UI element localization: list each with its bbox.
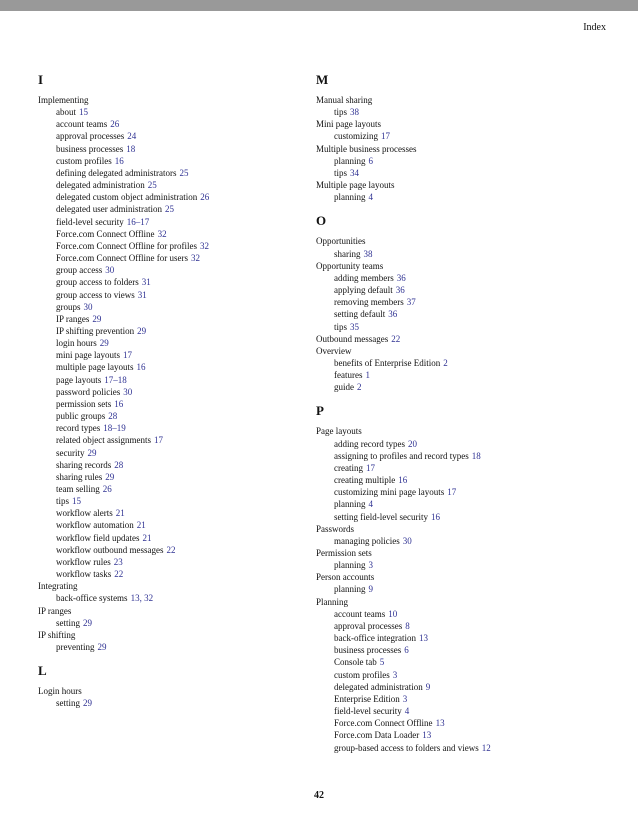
- entry-term: Manual sharing: [316, 95, 373, 105]
- index-subentry: [316, 155, 616, 167]
- subentry-term: applying default: [334, 285, 393, 296]
- subentry-term: field-level security: [56, 216, 124, 227]
- subentry-term: setting: [56, 617, 80, 628]
- index-entry: [316, 94, 616, 106]
- page-link[interactable]: 25: [179, 167, 189, 178]
- subentry-term: multiple page layouts: [56, 362, 134, 373]
- index-subentry: [38, 276, 300, 288]
- subentry-term: Enterprise Edition: [334, 693, 400, 704]
- subentry-term: Force.com Connect Offline: [334, 718, 433, 729]
- entry-term: Login hours: [38, 686, 82, 697]
- page-link[interactable]: 15: [79, 107, 88, 118]
- subentry-term: workflow automation: [56, 520, 134, 531]
- index-entry: [38, 629, 300, 641]
- subentry-term: planning: [334, 584, 366, 595]
- page-link[interactable]: 2: [443, 357, 448, 368]
- index-subentry: [316, 284, 616, 296]
- index-entry: [38, 605, 300, 617]
- index-section: [316, 212, 616, 393]
- section-letter: O: [316, 213, 327, 229]
- page-link[interactable]: 17: [123, 350, 132, 361]
- index-entry: [316, 260, 616, 272]
- index-entry: [316, 143, 616, 155]
- subentry-term: security: [56, 447, 85, 458]
- page-link[interactable]: 9: [368, 584, 373, 595]
- index-entry: [316, 547, 616, 559]
- subentry-term: field-level security: [334, 706, 402, 717]
- subentry-term: customizing mini page layouts: [334, 487, 445, 498]
- index-subentry: [38, 179, 300, 191]
- index-entry: [316, 523, 616, 535]
- subentry-term: creating multiple: [334, 475, 396, 486]
- index-subentry: [316, 669, 616, 681]
- page-link[interactable]: 29: [87, 447, 97, 458]
- index-entry: [38, 685, 300, 697]
- page-number: 42: [314, 790, 324, 801]
- index-subentry: [316, 438, 616, 450]
- index-subentry: [38, 313, 300, 325]
- page-link[interactable]: 30: [402, 535, 412, 546]
- index-entry: [316, 596, 616, 608]
- page-link[interactable]: 32: [200, 240, 210, 251]
- page-link[interactable]: 17–18: [104, 374, 127, 385]
- index-subentry: [38, 422, 300, 434]
- entry-term: Permission sets: [316, 548, 372, 558]
- subentry-term: assigning to profiles and record types: [334, 450, 469, 461]
- page-link[interactable]: 4: [368, 192, 373, 203]
- subentry-term: planning: [334, 192, 366, 203]
- index-entry: [316, 425, 616, 437]
- subentry-term: managing policies: [334, 535, 400, 546]
- page-link[interactable]: 21: [115, 508, 125, 519]
- page-link[interactable]: 6: [404, 645, 409, 656]
- subentry-term: password policies: [56, 386, 121, 397]
- subentry-term: tips: [56, 496, 70, 507]
- index-subentry: [316, 693, 616, 705]
- index-subentry: [316, 381, 616, 393]
- page-link[interactable]: 3: [402, 693, 408, 704]
- index-subentry: [316, 106, 616, 118]
- page-link[interactable]: 30: [123, 386, 133, 397]
- subentry-term: delegated user administration: [56, 204, 162, 215]
- page-link[interactable]: 17: [365, 462, 375, 473]
- subentry-term: business processes: [334, 645, 402, 656]
- index-subentry: [38, 337, 300, 349]
- index-subentry: [38, 592, 300, 604]
- subentry-term: preventing: [56, 642, 95, 653]
- index-column-right: [316, 71, 616, 754]
- page-link[interactable]: 26: [110, 119, 120, 130]
- top-rule-bar: [0, 0, 638, 11]
- index-subentry: [316, 130, 616, 142]
- index-subentry: [316, 559, 616, 571]
- page-link[interactable]: 16: [114, 398, 124, 409]
- index-subentry: [38, 130, 300, 142]
- page-link[interactable]: 29: [105, 471, 115, 482]
- running-head: Index: [583, 22, 606, 33]
- section-letter: L: [38, 663, 47, 679]
- page-link[interactable]: 26: [102, 484, 112, 494]
- subentry-term: group access to folders: [56, 277, 139, 288]
- index-subentry: [38, 447, 300, 459]
- page-link[interactable]: 4: [404, 706, 410, 717]
- subentry-term: group access: [56, 265, 103, 276]
- subentry-term: groups: [56, 301, 81, 312]
- page-link[interactable]: 29: [83, 698, 92, 709]
- index-subentry: [316, 729, 616, 741]
- index-subentry: [38, 483, 300, 495]
- subentry-term: creating: [334, 462, 363, 473]
- subentry-term: Force.com Connect Offline for users: [56, 253, 189, 264]
- subentry-term: workflow tasks: [56, 569, 112, 580]
- index-subentry: [316, 742, 616, 754]
- index-subentry: [38, 434, 300, 446]
- entry-term: Mini page layouts: [316, 119, 381, 130]
- subentry-term: Force.com Connect Offline: [56, 228, 155, 239]
- page-link[interactable]: 29: [137, 325, 147, 336]
- subentry-term: about: [56, 107, 76, 118]
- subentry-term: group access to views: [56, 289, 135, 300]
- index-subentry: [38, 471, 300, 483]
- page-link[interactable]: 21: [142, 532, 152, 543]
- subentry-term: delegated custom object administration: [56, 192, 198, 203]
- index-subentry: [38, 155, 300, 167]
- index-subentry: [38, 203, 300, 215]
- page-link[interactable]: 9: [425, 681, 431, 692]
- page-link[interactable]: 13, 32: [130, 593, 154, 604]
- page-link[interactable]: 17: [153, 435, 163, 446]
- subentry-term: customizing: [334, 131, 378, 142]
- page-link[interactable]: 10: [388, 608, 398, 619]
- subentry-term: features: [334, 370, 363, 381]
- index-subentry: [316, 511, 616, 523]
- page-link[interactable]: 34: [350, 167, 360, 178]
- index-subentry: [38, 289, 300, 301]
- subentry-term: workflow field updates: [56, 532, 140, 543]
- page-link[interactable]: 35: [350, 321, 360, 332]
- subentry-term: defining delegated administrators: [56, 167, 177, 178]
- index-subentry: [38, 167, 300, 179]
- page-link[interactable]: 18: [471, 450, 481, 461]
- index-subentry: [316, 248, 616, 260]
- entry-term: IP ranges: [38, 605, 72, 616]
- page-link[interactable]: 21: [136, 520, 146, 531]
- index-subentry: [38, 118, 300, 130]
- index-section: [316, 402, 616, 753]
- index-subentry: [316, 357, 616, 369]
- index-subentry: [38, 361, 300, 373]
- subentry-term: approval processes: [334, 620, 403, 631]
- index-entry: [316, 571, 616, 583]
- page-link[interactable]: 36: [388, 309, 398, 320]
- subentry-term: tips: [334, 321, 348, 332]
- subentry-term: guide: [334, 382, 354, 393]
- page-link[interactable]: 31: [141, 277, 151, 288]
- index-subentry: [316, 608, 616, 620]
- entry-term: Planning: [316, 596, 349, 607]
- subentry-term: workflow rules: [56, 556, 111, 567]
- index-subentry: [316, 681, 616, 693]
- page-link[interactable]: 4: [368, 499, 373, 510]
- subentry-term: removing members: [334, 297, 404, 308]
- page-link[interactable]: 31: [137, 289, 147, 300]
- subentry-term: group-based access to folders and views: [334, 742, 479, 753]
- page-link[interactable]: 18–19: [103, 423, 126, 434]
- page-link[interactable]: 13: [435, 718, 445, 729]
- page-link[interactable]: 8: [405, 620, 410, 631]
- index-subentry: [316, 450, 616, 462]
- index-subentry: [38, 398, 300, 410]
- index-subentry: [38, 459, 300, 471]
- subentry-term: tips: [334, 167, 348, 178]
- index-subentry: [38, 301, 300, 313]
- page-link[interactable]: 29: [92, 313, 102, 324]
- subentry-term: workflow alerts: [56, 508, 113, 519]
- index-subentry: [316, 632, 616, 644]
- page-link[interactable]: 29: [97, 642, 107, 653]
- page-link[interactable]: 22: [114, 569, 124, 580]
- entry-term: Person accounts: [316, 572, 375, 583]
- subentry-term: business processes: [56, 143, 124, 154]
- index-entry: [316, 235, 616, 247]
- page-link[interactable]: 6: [368, 155, 373, 166]
- index-subentry: [316, 167, 616, 179]
- index-subentry: [38, 568, 300, 580]
- page-link[interactable]: 12: [481, 742, 491, 753]
- index-entry: [316, 179, 616, 191]
- index-subentry: [316, 717, 616, 729]
- page-link[interactable]: 24: [127, 131, 137, 142]
- entry-term: Opportunities: [316, 236, 366, 247]
- subentry-term: back-office integration: [334, 633, 417, 644]
- subentry-term: sharing: [334, 248, 361, 259]
- subentry-term: setting field-level security: [334, 511, 428, 522]
- subentry-term: planning: [334, 560, 366, 571]
- subentry-term: login hours: [56, 338, 97, 349]
- index-entry: [316, 118, 616, 130]
- page-link[interactable]: 28: [114, 459, 124, 470]
- subentry-term: Console tab: [334, 657, 377, 668]
- index-subentry: [316, 486, 616, 498]
- index-subentry: [38, 617, 300, 629]
- entry-term: Implementing: [38, 95, 89, 105]
- index-subentry: [38, 495, 300, 507]
- index-subentry: [38, 519, 300, 531]
- subentry-term: account teams: [334, 608, 386, 619]
- index-subentry: [316, 191, 616, 203]
- subentry-term: back-office systems: [56, 593, 128, 604]
- index-subentry: [38, 410, 300, 422]
- subentry-term: mini page layouts: [56, 350, 120, 361]
- page-link[interactable]: 5: [379, 657, 385, 668]
- page-link[interactable]: 32: [191, 253, 201, 264]
- entry-term: Overview: [316, 345, 352, 356]
- subentry-term: planning: [334, 155, 366, 166]
- index-entry: [38, 580, 300, 592]
- page-link[interactable]: 16: [136, 362, 146, 373]
- subentry-term: team selling: [56, 484, 100, 494]
- index-subentry: [38, 216, 300, 228]
- subentry-term: sharing rules: [56, 471, 103, 482]
- index-section: [38, 662, 300, 709]
- index-subentry: [38, 374, 300, 386]
- index-section: [316, 71, 616, 203]
- page-link[interactable]: 23: [113, 556, 123, 567]
- index-subentry: [316, 535, 616, 547]
- index-subentry: [316, 296, 616, 308]
- page-link[interactable]: 30: [83, 301, 93, 312]
- index-subentry: [38, 143, 300, 155]
- index-subentry: [316, 272, 616, 284]
- index-subentry: [316, 498, 616, 510]
- subentry-term: workflow outbound messages: [56, 544, 164, 555]
- index-subentry: [316, 656, 616, 668]
- page-link[interactable]: 13: [419, 633, 429, 644]
- index-subentry: [38, 532, 300, 544]
- page-link[interactable]: 36: [395, 285, 405, 296]
- subentry-term: account teams: [56, 119, 108, 130]
- entry-term: Page layouts: [316, 426, 362, 437]
- section-letter: P: [316, 403, 324, 419]
- page-link[interactable]: 29: [99, 338, 109, 349]
- subentry-term: adding members: [334, 272, 394, 283]
- subentry-term: page layouts: [56, 374, 102, 385]
- page-link[interactable]: 16: [114, 155, 124, 166]
- index-subentry: [38, 240, 300, 252]
- entry-term: Passwords: [316, 523, 355, 534]
- index-entry: [316, 345, 616, 357]
- index-subentry: [316, 620, 616, 632]
- index-subentry: [316, 583, 616, 595]
- page-link[interactable]: 29: [83, 617, 92, 628]
- section-letter: I: [38, 72, 44, 87]
- index-subentry: [38, 264, 300, 276]
- section-letter: M: [316, 72, 329, 87]
- page-link[interactable]: 26: [200, 192, 210, 203]
- index-entry: [316, 333, 616, 345]
- page-link[interactable]: 15: [72, 496, 82, 507]
- page-link[interactable]: 2: [357, 382, 362, 393]
- page-link[interactable]: 16: [430, 511, 440, 522]
- entry-term: IP shifting: [38, 629, 76, 640]
- page-link[interactable]: 32: [157, 228, 167, 239]
- page-link[interactable]: 38: [350, 107, 360, 118]
- subentry-term: setting default: [334, 309, 386, 320]
- index-subentry: [38, 106, 300, 118]
- subentry-term: permission sets: [56, 398, 112, 409]
- index-subentry: [316, 705, 616, 717]
- page-link[interactable]: 38: [363, 248, 373, 259]
- subentry-term: custom profiles: [334, 669, 390, 680]
- subentry-term: IP shifting prevention: [56, 325, 135, 336]
- index-subentry: [38, 641, 300, 653]
- subentry-term: related object assignments: [56, 435, 151, 446]
- page-link[interactable]: 22: [391, 333, 401, 344]
- subentry-term: record types: [56, 423, 101, 434]
- index-subentry: [38, 325, 300, 337]
- subentry-term: tips: [334, 107, 348, 118]
- entry-term: Multiple page layouts: [316, 180, 395, 191]
- index-subentry: [38, 191, 300, 203]
- subentry-term: delegated administration: [56, 180, 145, 191]
- subentry-term: custom profiles: [56, 155, 112, 166]
- subentry-term: adding record types: [334, 438, 405, 449]
- index-section: [38, 71, 300, 653]
- index-subentry: [316, 369, 616, 381]
- index-subentry: [316, 644, 616, 656]
- index-subentry: [316, 321, 616, 333]
- index-subentry: [316, 462, 616, 474]
- subentry-term: delegated administration: [334, 681, 423, 692]
- index-column-left: [38, 71, 300, 710]
- index-subentry: [38, 252, 300, 264]
- page-link[interactable]: 28: [108, 411, 118, 422]
- subentry-term: Force.com Data Loader: [334, 730, 420, 741]
- index-subentry: [38, 386, 300, 398]
- index-subentry: [38, 349, 300, 361]
- page-link[interactable]: 3: [368, 560, 373, 571]
- index-subentry: [38, 228, 300, 240]
- index-subentry: [316, 308, 616, 320]
- subentry-term: benefits of Enterprise Edition: [334, 357, 441, 368]
- page-link[interactable]: 3: [392, 669, 398, 680]
- entry-term: Outbound messages: [316, 333, 389, 344]
- index-subentry: [316, 474, 616, 486]
- page-link[interactable]: 25: [164, 204, 174, 215]
- index-subentry: [38, 544, 300, 556]
- index-subentry: [38, 556, 300, 568]
- page-link[interactable]: 25: [147, 180, 157, 191]
- index-subentry: [38, 507, 300, 519]
- page-link[interactable]: 13: [422, 730, 432, 741]
- page-link[interactable]: 17: [381, 131, 390, 142]
- page-link[interactable]: 37: [406, 297, 416, 308]
- entry-term: Integrating: [38, 581, 78, 592]
- page-link[interactable]: 1: [365, 370, 370, 381]
- page-link[interactable]: 22: [166, 544, 176, 555]
- page-link[interactable]: 30: [105, 265, 115, 276]
- subentry-term: planning: [334, 499, 366, 510]
- entry-term: Opportunity teams: [316, 260, 384, 271]
- subentry-term: IP ranges: [56, 313, 90, 324]
- subentry-term: public groups: [56, 411, 106, 422]
- index-subentry: [38, 697, 300, 709]
- subentry-term: Force.com Connect Offline for profiles: [56, 240, 198, 251]
- page-link[interactable]: 36: [396, 272, 406, 283]
- page-link[interactable]: 17: [447, 487, 457, 498]
- page-link[interactable]: 20: [407, 438, 417, 449]
- subentry-term: setting: [56, 698, 80, 709]
- page-link[interactable]: 16–17: [126, 216, 150, 227]
- page-link[interactable]: 18: [126, 143, 136, 154]
- subentry-term: approval processes: [56, 131, 125, 142]
- subentry-term: sharing records: [56, 459, 112, 470]
- index-entry: [38, 94, 300, 106]
- entry-term: Multiple business processes: [316, 143, 417, 154]
- page-link[interactable]: 16: [398, 475, 408, 486]
